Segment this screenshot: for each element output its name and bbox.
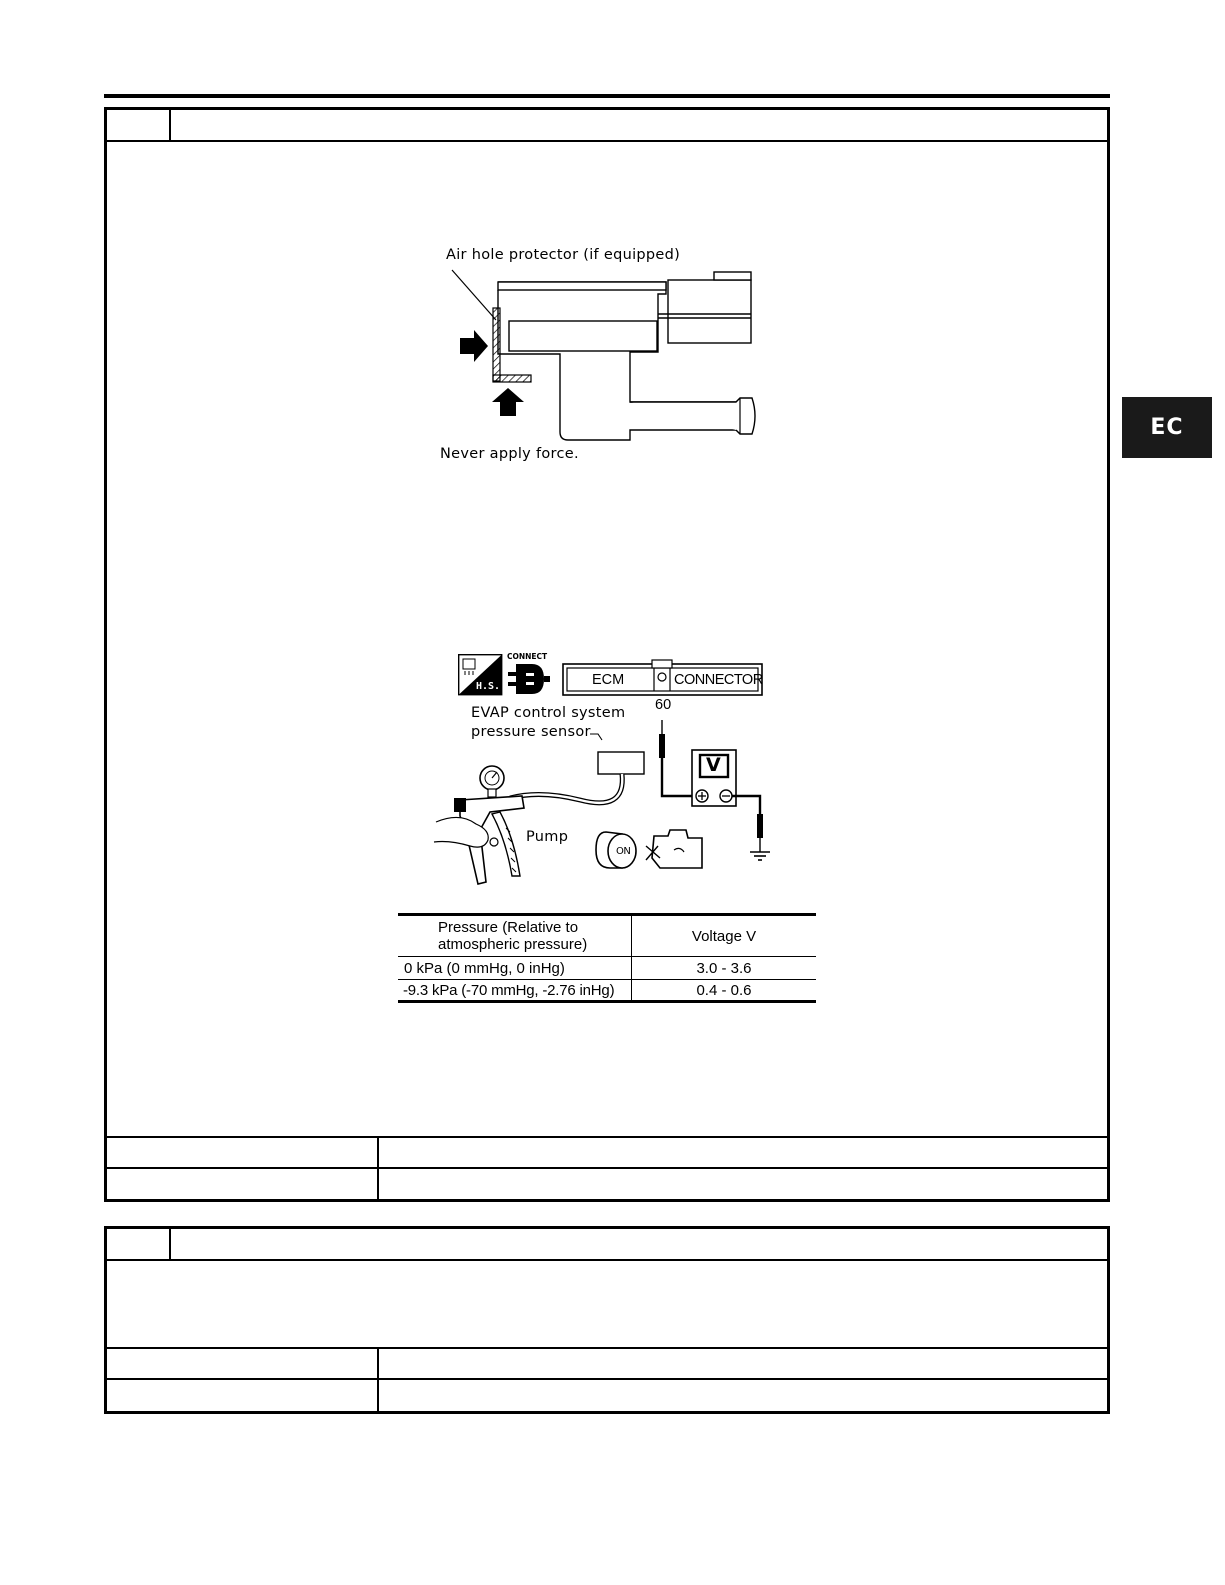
table-header-pressure-line-2: atmospheric pressure) — [438, 936, 588, 953]
step-2-number-divider — [169, 1228, 171, 1260]
section-tab-ec[interactable] — [1122, 397, 1212, 458]
table-header-rule — [398, 956, 816, 957]
step-2-result-line-2 — [106, 1378, 1108, 1380]
sensor-label-line-1: EVAP control system — [471, 705, 626, 721]
table-header-voltage: Voltage V — [691, 928, 757, 945]
ignition-on-label: ON — [616, 846, 631, 857]
connector-label: CONNECTOR — [674, 672, 763, 688]
never-apply-force-label: Never apply force. — [440, 446, 579, 462]
table-row-2-pressure: -9.3 kPa (-70 mmHg, -2.76 inHg) — [403, 982, 615, 999]
section-tab-label: EC — [1150, 415, 1184, 440]
ecm-label: ECM — [592, 672, 625, 688]
table-row-rule — [398, 979, 816, 980]
hs-label: H.S. — [476, 681, 501, 692]
sensor-illustration — [430, 262, 770, 452]
step-1-number-divider — [169, 109, 171, 141]
header-rule — [104, 94, 1110, 98]
table-row-2-voltage: 0.4 - 0.6 — [696, 982, 752, 999]
connect-icon — [506, 662, 552, 696]
step-1-result-divider — [377, 1137, 379, 1200]
table-row-1-pressure: 0 kPa (0 mmHg, 0 inHg) — [404, 960, 565, 977]
step-1-result-line-2 — [106, 1167, 1108, 1169]
sensor-label-line-2: pressure sensor — [471, 724, 591, 740]
test-setup-illustration — [430, 700, 790, 890]
table-header-pressure-line-1: Pressure (Relative to — [438, 919, 579, 936]
meter-v-label: V — [706, 754, 721, 776]
connect-label: CONNECT — [507, 652, 548, 661]
step-1-header-line — [106, 140, 1108, 142]
pressure-voltage-table — [398, 913, 816, 1003]
step-2-result-divider — [377, 1348, 379, 1412]
step-box-2 — [104, 1226, 1110, 1414]
table-row-1-voltage: 3.0 - 3.6 — [696, 960, 752, 977]
step-1-result-line-1 — [106, 1136, 1108, 1138]
step-2-header-line — [106, 1259, 1108, 1261]
table-top-rule — [398, 913, 816, 916]
pump-label: Pump — [526, 829, 569, 845]
table-bottom-rule — [398, 1000, 816, 1003]
terminal-60-label: 60 — [655, 697, 672, 713]
step-2-result-line-1 — [106, 1347, 1108, 1349]
air-hole-protector-label: Air hole protector (if equipped) — [446, 247, 681, 263]
